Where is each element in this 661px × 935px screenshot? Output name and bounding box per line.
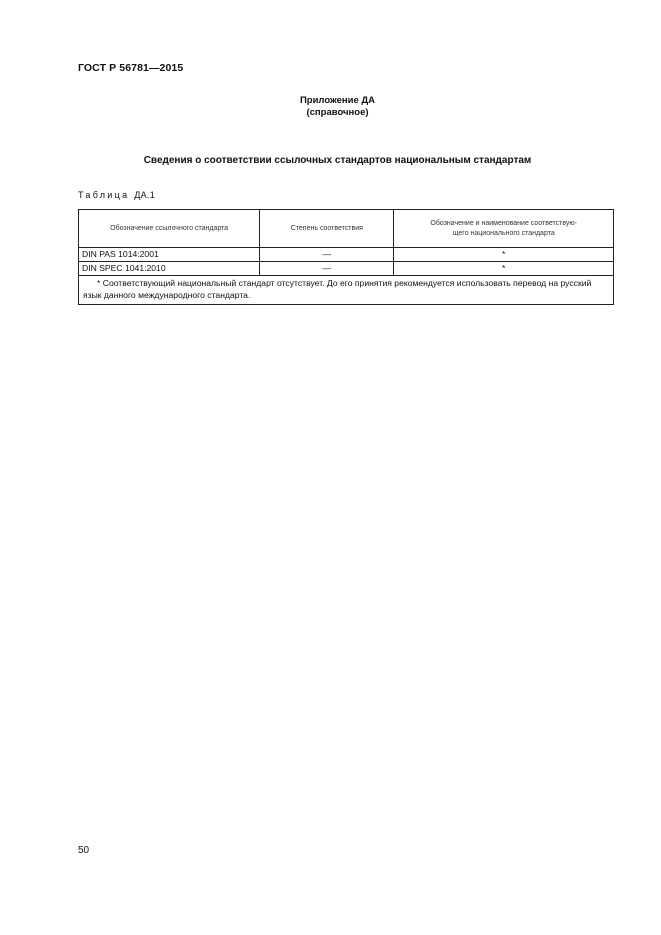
cell-national: * bbox=[394, 248, 614, 262]
table-row bbox=[79, 262, 614, 276]
cell-national: * bbox=[394, 262, 614, 276]
cell-degree: — bbox=[260, 248, 394, 262]
table-caption-number: ДА.1 bbox=[134, 190, 156, 200]
table-caption bbox=[78, 190, 155, 200]
footnote-text: * Соответствующий национальный стандарт отсутствует. До его принятия рекомендуется использовать перевод на русский язык данного международного стандарта. bbox=[83, 278, 592, 300]
column-header-national-line1: Обозначение и наименование соответствую- bbox=[430, 219, 577, 227]
column-header-national bbox=[394, 210, 614, 248]
table-caption-word: Таблица bbox=[78, 190, 130, 200]
appendix-heading bbox=[0, 95, 661, 119]
document-id-header: ГОСТ Р 56781—2015 bbox=[78, 62, 184, 74]
table-row bbox=[79, 248, 614, 262]
reference-standards-table bbox=[78, 209, 614, 305]
page-number: 50 bbox=[78, 845, 90, 856]
cell-standard: DIN PAS 1014:2001 bbox=[79, 248, 260, 262]
table-header-row bbox=[79, 210, 614, 248]
section-title: Сведения о соответствии ссылочных стандартов национальным стандартам bbox=[143, 155, 532, 166]
column-header-national-line2: щего национального стандарта bbox=[452, 229, 555, 237]
column-header-degree: Степень соответствия bbox=[260, 210, 394, 248]
table-footnote bbox=[79, 276, 614, 305]
cell-standard: DIN SPEC 1041:2010 bbox=[79, 262, 260, 276]
table-footnote-row bbox=[79, 276, 614, 305]
column-header-standard: Обозначение ссылочного стандарта bbox=[79, 210, 260, 248]
appendix-title: Приложение ДА bbox=[299, 95, 376, 106]
cell-degree: — bbox=[260, 262, 394, 276]
appendix-subtitle: (справочное) bbox=[306, 107, 369, 118]
